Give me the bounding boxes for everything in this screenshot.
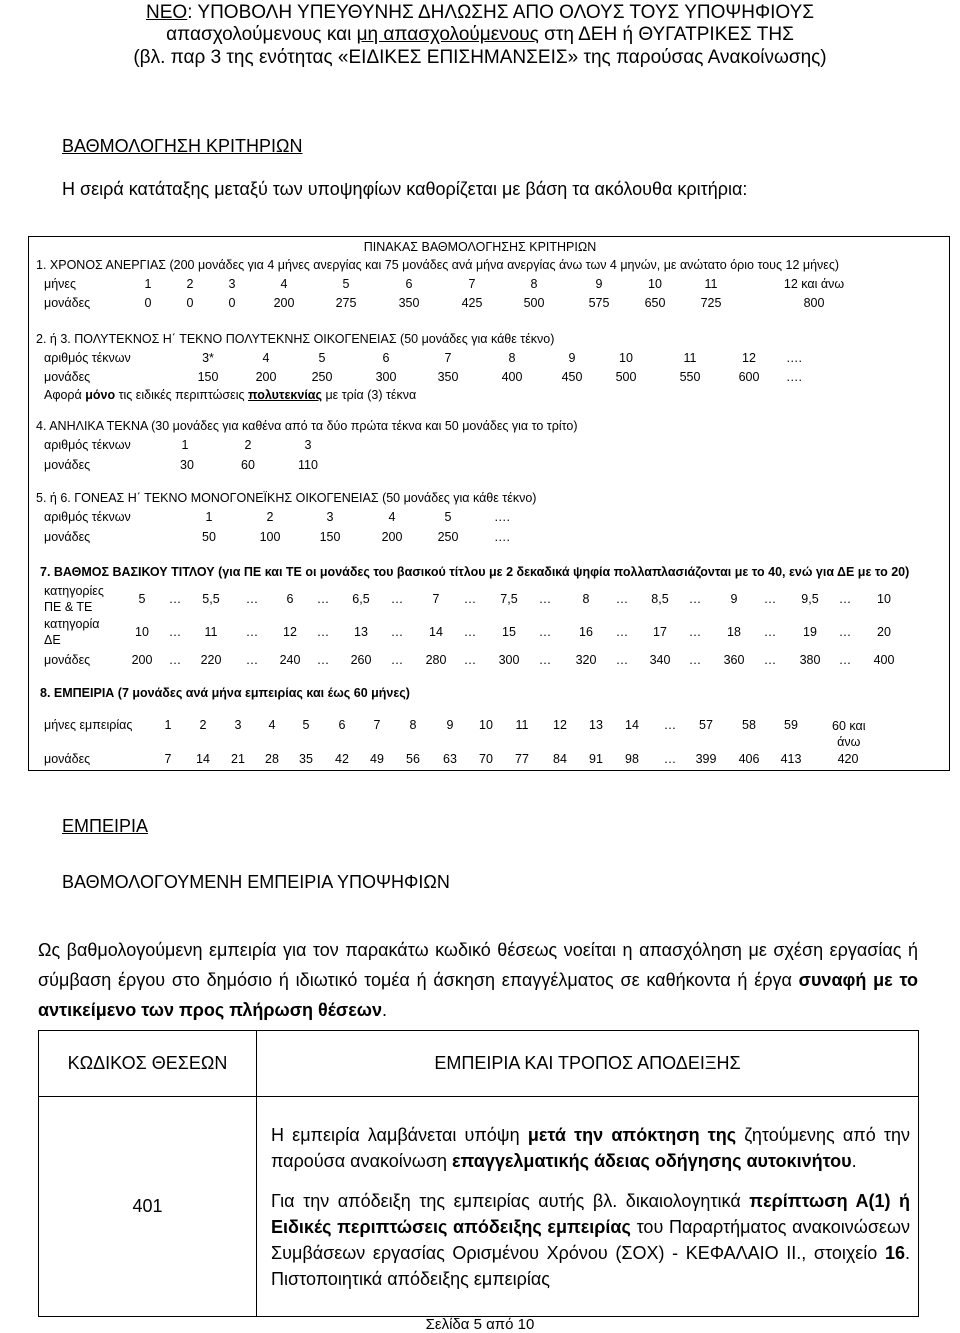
s7-cat1-label-l1: κατηγορίες (44, 584, 104, 598)
new-label: ΝΕΟ (146, 2, 188, 23)
s8-points-row-cell: 420 (837, 752, 859, 766)
s7-points-row-cell: 380 (799, 653, 821, 667)
s7-points-row-cell: … (838, 653, 852, 667)
page-number: Σελίδα 5 από 10 (425, 1316, 535, 1333)
s2-points-row-cell: 300 (375, 370, 397, 384)
s8-months-row-cell: 12 (553, 718, 567, 732)
s1-points-row-cell: 0 (144, 296, 152, 310)
s8-months-row-cell: 5 (302, 718, 310, 732)
s7-cat2-row-cell: 11 (204, 625, 218, 639)
s7-cat2-row-cell: … (763, 625, 777, 639)
s8-months-row-cell: 4 (268, 718, 276, 732)
s7-cat2-label-l1: κατηγορία (44, 617, 100, 631)
s2-children-row-cell: 9 (568, 351, 576, 365)
r1-c: ζητούμενης από την παρούσα ανακοίνωση (271, 1124, 910, 1171)
s7-points-row-cell: 340 (649, 653, 671, 667)
header-line-3: (βλ. παρ 3 της ενότητας «ΕΙΔΙΚΕΣ ΕΠΙΣΗΜΑΝΣΕΙΣ» της παρούσας Ανακοίνωσης) (133, 47, 827, 68)
s2-points-row-cell: 350 (437, 370, 459, 384)
s5-children-row (0, 510, 960, 526)
s8-months-row-cell: 1 (164, 718, 172, 732)
s8-points-row-cell: 35 (299, 752, 313, 766)
r1-d: επαγγελματικής άδειας οδήγησης αυτοκινήτου (451, 1150, 852, 1171)
s1-months-row-cell: 8 (530, 277, 538, 291)
header-line-2-b: μη απασχολούμενους (356, 24, 539, 45)
s1-points-row-cell: 575 (588, 296, 610, 310)
experience-paragraph-c: . (381, 1000, 387, 1020)
s4-children-label: αριθμός τέκνων (44, 438, 131, 452)
s8-months-row-cell: 10 (479, 718, 493, 732)
s7-cat2-row-cell: 12 (283, 625, 297, 639)
s7-cat1-row (0, 592, 960, 608)
s8-months-row-cell: 57 (699, 718, 713, 732)
s8-months-row-cell: 14 (625, 718, 639, 732)
s7-points-row-cell: 300 (498, 653, 520, 667)
s2-points-row-cell: …. (786, 370, 802, 384)
s4-children-row-cell: 3 (304, 438, 312, 452)
s2-points-row-cell: 500 (615, 370, 637, 384)
s7-cat2-row-cell: 20 (877, 625, 891, 639)
s7-cat2-row-cell: 15 (502, 625, 516, 639)
r1-b: μετά την απόκτηση της (527, 1124, 737, 1145)
s7-cat1-row-cell: 9,5 (801, 592, 819, 606)
header-line-1 (0, 2, 960, 24)
s2-points-row-cell: 550 (679, 370, 701, 384)
s7-cat2-row-cell: … (615, 625, 629, 639)
s7-cat2-row-cell: 17 (653, 625, 667, 639)
s4-children-row-cell: 2 (244, 438, 252, 452)
s2-children-row-cell: 11 (683, 351, 697, 365)
s7-points-row-cell: 200 (131, 653, 153, 667)
s2-points-row (0, 370, 960, 386)
s2-points-row-cell: 600 (738, 370, 760, 384)
s8-points-label: μονάδες (44, 752, 91, 766)
s8-points-row-cell: 63 (443, 752, 457, 766)
s8-months-row-cell: 8 (409, 718, 417, 732)
s7-cat2-row-cell: 19 (803, 625, 817, 639)
experience-heading: ΕΜΠΕΙΡΙΑ (62, 816, 149, 836)
r2-a: Για την απόδειξη της εμπειρίας αυτής βλ. δικαιολογητικά (271, 1190, 750, 1211)
s2-note-b: μόνο (85, 388, 116, 402)
s5-points-row-cell: 100 (259, 530, 281, 544)
s5-points-row-cell: 200 (381, 530, 403, 544)
experience-paragraph-b: συναφή με το αντικείμενο των προς πλήρωση θέσεων (38, 970, 918, 1020)
s5-children-row-cell: …. (494, 510, 510, 524)
s8-months-row-cell: 2 (199, 718, 207, 732)
s5-children-row-cell: 2 (266, 510, 274, 524)
s5-points-row-cell: 150 (319, 530, 341, 544)
s1-months-row-cell: 9 (595, 277, 603, 291)
s7-cat2-row (0, 625, 960, 641)
s2-note-c: τις ειδικές περιπτώσεις (115, 388, 248, 402)
s8-months-row-cell: 58 (742, 718, 756, 732)
s8-points-row-cell: 42 (335, 752, 349, 766)
s2-note-a: Αφορά (44, 388, 86, 402)
s7-cat1-row-cell: 6 (286, 592, 294, 606)
s1-months-row-cell: 1 (144, 277, 152, 291)
header-line-2 (0, 24, 960, 46)
s5-children-row-cell: 5 (444, 510, 452, 524)
s2-children-row-cell: 10 (619, 351, 633, 365)
s5-children-label: αριθμός τέκνων (44, 510, 131, 524)
s7-points-row-cell: … (390, 653, 404, 667)
s7-cat1-row-cell: 8 (582, 592, 590, 606)
s1-points-row-cell: 0 (186, 296, 194, 310)
s5-title: 5. ή 6. ΓΟΝΕΑΣ Η΄ ΤΕΚΝΟ ΜΟΝΟΓΟΝΕΪΚΗΣ ΟΙΚΟΓΕΝΕΙΑΣ (50 μονάδες για κάθε τέκνο) (36, 491, 537, 505)
s7-points-row-cell: 360 (723, 653, 745, 667)
s5-points-row (0, 530, 960, 546)
s7-cat2-row-cell: … (838, 625, 852, 639)
s2-children-row-cell: 4 (262, 351, 270, 365)
s7-cat1-row-cell: … (168, 592, 182, 606)
s8-points-row-cell: 56 (406, 752, 420, 766)
s5-children-row-cell: 1 (205, 510, 213, 524)
s1-months-row (0, 277, 960, 293)
s8-months-label: μήνες εμπειρίας (44, 718, 133, 732)
s8-title: 8. ΕΜΠΕΙΡΙΑ (7 μονάδες ανά μήνα εμπειρίας και έως 60 μήνες) (40, 686, 410, 700)
s8-months-row-cell: 3 (234, 718, 242, 732)
s8-points-row-cell: 28 (265, 752, 279, 766)
s8-points-row-cell: 49 (370, 752, 384, 766)
s7-points-row-cell: … (245, 653, 259, 667)
col-header-code: ΚΩΔΙΚΟΣ ΘΕΣΕΩΝ (39, 1031, 257, 1097)
s7-cat1-row-cell: 7,5 (500, 592, 518, 606)
s1-points-row-cell: 500 (523, 296, 545, 310)
s8-months-row-cell: 7 (373, 718, 381, 732)
s1-title: 1. ΧΡΟΝΟΣ ΑΝΕΡΓΙΑΣ (200 μονάδες για 4 μήνες ανεργίας και 75 μονάδες ανά μήνα ανεργίας άνω των 4 μηνών, με ανώτατο όριο τους 12 μήνες) (36, 258, 840, 272)
s1-months-row-cell: 2 (186, 277, 194, 291)
s7-cat1-row-cell: … (316, 592, 330, 606)
experience-condition (271, 1122, 910, 1174)
s2-note-d: πολυτεκνίας (247, 388, 322, 402)
s2-children-label: αριθμός τέκνων (44, 351, 131, 365)
s2-children-row-cell: 12 (742, 351, 756, 365)
s4-title: 4. ΑΝΗΛΙΚΑ ΤΕΚΝΑ (30 μονάδες για καθένα από τα δύο πρώτα τέκνα και 50 μονάδες για το τρίτο) (36, 419, 578, 433)
r2-d: 16 (884, 1242, 905, 1263)
s7-points-label: μονάδες (44, 653, 91, 667)
s7-cat2-row-cell: 14 (429, 625, 443, 639)
criteria-intro: Η σειρά κατάταξης μεταξύ των υποψηφίων καθορίζεται με βάση τα ακόλουθα κριτήρια: (62, 179, 748, 199)
s4-points-row (0, 458, 960, 474)
s1-months-row-cell: 3 (228, 277, 236, 291)
s2-note (44, 388, 416, 402)
s1-months-row-cell: 4 (280, 277, 288, 291)
s7-points-row-cell: 280 (425, 653, 447, 667)
s7-cat1-row-cell: … (463, 592, 477, 606)
s2-points-row-cell: 250 (311, 370, 333, 384)
s2-points-row-cell: 450 (561, 370, 583, 384)
s7-cat1-row-cell: 7 (432, 592, 440, 606)
s2-points-label: μονάδες (44, 370, 91, 384)
s7-cat2-row-cell: 10 (135, 625, 149, 639)
s1-months-row-cell: 6 (405, 277, 413, 291)
s7-points-row-cell: … (763, 653, 777, 667)
col-header-experience: ΕΜΠΕΙΡΙΑ ΚΑΙ ΤΡΟΠΟΣ ΑΠΟΔΕΙΞΗΣ (257, 1031, 919, 1097)
s1-points-row-cell: 800 (803, 296, 825, 310)
s5-points-label: μονάδες (44, 530, 91, 544)
s7-cat2-row-cell: … (538, 625, 552, 639)
s7-cat2-row-cell: … (463, 625, 477, 639)
criteria-heading: ΒΑΘΜΟΛΟΓΗΣΗ ΚΡΙΤΗΡΙΩΝ (62, 136, 303, 156)
s1-points-row (0, 296, 960, 312)
header-line-1-text: : ΥΠΟΒΟΛΗ ΥΠΕΥΘΥΝΗΣ ΔΗΛΩΣΗΣ ΑΠΟ ΟΛΟΥΣ ΤΟΥΣ ΥΠΟΨΗΦΙΟΥΣ (187, 2, 814, 23)
s7-cat2-row-cell: … (168, 625, 182, 639)
s7-cat2-row-cell: … (245, 625, 259, 639)
s4-points-row-cell: 110 (298, 458, 318, 472)
s7-cat1-row-cell: … (538, 592, 552, 606)
s8-points-row-cell: 84 (553, 752, 567, 766)
s8-months-last-l2: άνω (837, 735, 861, 749)
s5-children-row-cell: 3 (326, 510, 334, 524)
s5-points-row-cell: …. (494, 530, 510, 544)
s7-cat2-row-cell: 18 (727, 625, 741, 639)
s1-points-row-cell: 0 (228, 296, 236, 310)
s7-cat1-row-cell: 9 (730, 592, 738, 606)
experience-paragraph (38, 935, 918, 1025)
s2-note-e: με τρία (3) τέκνα (321, 388, 417, 402)
s8-points-row-cell: 413 (780, 752, 802, 766)
scoring-table-title: ΠΙΝΑΚΑΣ ΒΑΘΜΟΛΟΓΗΣΗΣ ΚΡΙΤΗΡΙΩΝ (363, 240, 597, 254)
s7-cat2-row-cell: … (390, 625, 404, 639)
s2-children-row-cell: 5 (318, 351, 326, 365)
header-line-2-c: στη ΔΕΗ ή ΘΥΓΑΤΡΙΚΕΣ ΤΗΣ (538, 24, 794, 45)
s7-cat1-row-cell: … (615, 592, 629, 606)
s7-cat1-row-cell: 10 (877, 592, 891, 606)
s4-children-row (0, 438, 960, 454)
s7-points-row-cell: 240 (279, 653, 301, 667)
s4-points-row-cell: 30 (180, 458, 194, 472)
s7-cat2-row-cell: 13 (354, 625, 368, 639)
s4-children-row-cell: 1 (181, 438, 189, 452)
experience-paragraph-a: Ως βαθμολογούμενη εμπειρία για τον παρακάτω κωδικό θέσεως νοείται η απασχόληση με σχέση εργασίας ή σύμβαση έργου στο δημόσιο ή ιδιωτικό τομέα ή άσκηση επαγγέλματος σε καθήκοντα ή έργα (38, 940, 918, 990)
s8-points-row-cell: 399 (695, 752, 717, 766)
s8-months-last-l1: 60 και (832, 719, 866, 733)
s4-points-label: μονάδες (44, 458, 91, 472)
s7-cat1-row-cell: 8,5 (651, 592, 669, 606)
r1-a: Η εμπειρία λαμβάνεται υπόψη (271, 1124, 528, 1145)
s8-points-row-cell: 406 (738, 752, 760, 766)
s1-points-row-cell: 275 (335, 296, 357, 310)
s5-points-row-cell: 50 (202, 530, 216, 544)
experience-description (257, 1097, 919, 1317)
s8-points-row-cell: … (663, 752, 677, 766)
s7-points-row-cell: … (168, 653, 182, 667)
s7-points-row-cell: 400 (873, 653, 895, 667)
s2-title: 2. ή 3. ΠΟΛΥΤΕΚΝΟΣ Η΄ ΤΕΚΝΟ ΠΟΛΥΤΕΚΝΗΣ ΟΙΚΟΓΕΝΕΙΑΣ (50 μονάδες για κάθε τέκνο) (36, 332, 555, 346)
s7-cat2-label-l2: ΔΕ (44, 633, 61, 647)
s2-children-row-cell: 3* (202, 351, 214, 365)
s4-points-row-cell: 60 (241, 458, 255, 472)
s8-points-row-cell: 77 (515, 752, 529, 766)
s5-points-row-cell: 250 (437, 530, 459, 544)
s1-months-row-cell: 10 (648, 277, 662, 291)
r1-e: . (851, 1150, 857, 1171)
s8-months-row-cell: 59 (784, 718, 798, 732)
s8-months-row-cell: 11 (515, 718, 529, 732)
s7-points-row-cell: … (538, 653, 552, 667)
s8-points-row-cell: 91 (589, 752, 603, 766)
s7-cat1-label-l2: ΠΕ & ΤΕ (44, 600, 93, 614)
r2-c: του Παραρτήματος ανακοινώσεων Συμβάσεων εργασίας Ορισμένου Χρόνου (ΣΟΧ) - ΚΕΦΑΛΑΙΟ ΙΙ., στοιχείο (271, 1216, 911, 1263)
s7-cat1-row-cell: … (390, 592, 404, 606)
s7-cat2-row-cell: … (316, 625, 330, 639)
s7-points-row-cell: 260 (350, 653, 372, 667)
s1-months-label: μήνες (44, 277, 77, 291)
s8-points-row-cell: 70 (479, 752, 493, 766)
s2-children-row (0, 351, 960, 367)
s8-months-row-cell: … (663, 718, 677, 732)
s1-months-row-cell: 11 (704, 277, 718, 291)
experience-proof (271, 1188, 910, 1292)
s8-points-row-cell: 14 (196, 752, 210, 766)
s7-cat2-row-cell: 16 (579, 625, 593, 639)
experience-table (38, 1030, 919, 1317)
s7-points-row (0, 653, 960, 669)
r2-b: περίπτωση Α(1) ή Ειδικές περιπτώσεις απόδειξης εμπειρίας (271, 1190, 910, 1237)
s8-months-row-cell: 9 (446, 718, 454, 732)
s7-cat1-row-cell: … (838, 592, 852, 606)
s1-points-row-cell: 725 (700, 296, 722, 310)
s8-months-row (0, 718, 960, 734)
r2-e: . Πιστοποιητικά απόδειξης εμπειρίας (271, 1242, 910, 1289)
s7-cat1-row-cell: … (763, 592, 777, 606)
s2-points-row-cell: 150 (197, 370, 219, 384)
s1-months-row-cell: 7 (468, 277, 476, 291)
s8-months-row-cell: 6 (338, 718, 346, 732)
s1-months-row-cell: 5 (342, 277, 350, 291)
s7-points-row-cell: … (316, 653, 330, 667)
s7-points-row-cell: 220 (200, 653, 222, 667)
header-line-2-a: απασχολούμενους και (166, 24, 357, 45)
experience-subheading: ΒΑΘΜΟΛΟΓΟΥΜΕΝΗ ΕΜΠΕΙΡΙΑ ΥΠΟΨΗΦΙΩΝ (62, 872, 450, 892)
s5-children-row-cell: 4 (388, 510, 396, 524)
s2-points-row-cell: 400 (501, 370, 523, 384)
s7-points-row-cell: … (688, 653, 702, 667)
s7-points-row-cell: 320 (575, 653, 597, 667)
s1-points-row-cell: 425 (461, 296, 483, 310)
s1-points-row-cell: 350 (398, 296, 420, 310)
s2-points-row-cell: 200 (255, 370, 277, 384)
s7-cat1-row-cell: … (688, 592, 702, 606)
s1-months-row-cell: 12 και άνω (783, 277, 845, 291)
s7-cat1-row-cell: 5 (138, 592, 146, 606)
s8-months-last (832, 718, 865, 750)
s7-title: 7. ΒΑΘΜΟΣ ΒΑΣΙΚΟΥ ΤΙΤΛΟΥ (για ΠΕ και ΤΕ οι μονάδες του βασικού τίτλου με 2 δεκαδικά ψηφία πολλαπλασιάζονται με το 40, ενώ για ΔΕ με το 20) (40, 565, 910, 579)
s8-points-row-cell: 7 (164, 752, 172, 766)
s1-points-row-cell: 200 (273, 296, 295, 310)
position-code: 401 (39, 1097, 257, 1317)
s2-children-row-cell: 7 (444, 351, 452, 365)
s2-children-row-cell: 6 (382, 351, 390, 365)
s8-points-row-cell: 21 (231, 752, 245, 766)
s1-points-row-cell: 650 (644, 296, 666, 310)
s7-points-row-cell: … (615, 653, 629, 667)
s7-cat1-row-cell: 5,5 (202, 592, 220, 606)
s7-points-row-cell: … (463, 653, 477, 667)
s2-children-row-cell: …. (786, 351, 802, 365)
s8-points-row-cell: 98 (625, 752, 639, 766)
s7-cat1-row-cell: … (245, 592, 259, 606)
s7-cat2-row-cell: … (688, 625, 702, 639)
s7-cat1-row-cell: 6,5 (352, 592, 370, 606)
s1-points-label: μονάδες (44, 296, 91, 310)
s2-children-row-cell: 8 (508, 351, 516, 365)
s8-points-row (0, 752, 960, 768)
s8-months-row-cell: 13 (589, 718, 603, 732)
